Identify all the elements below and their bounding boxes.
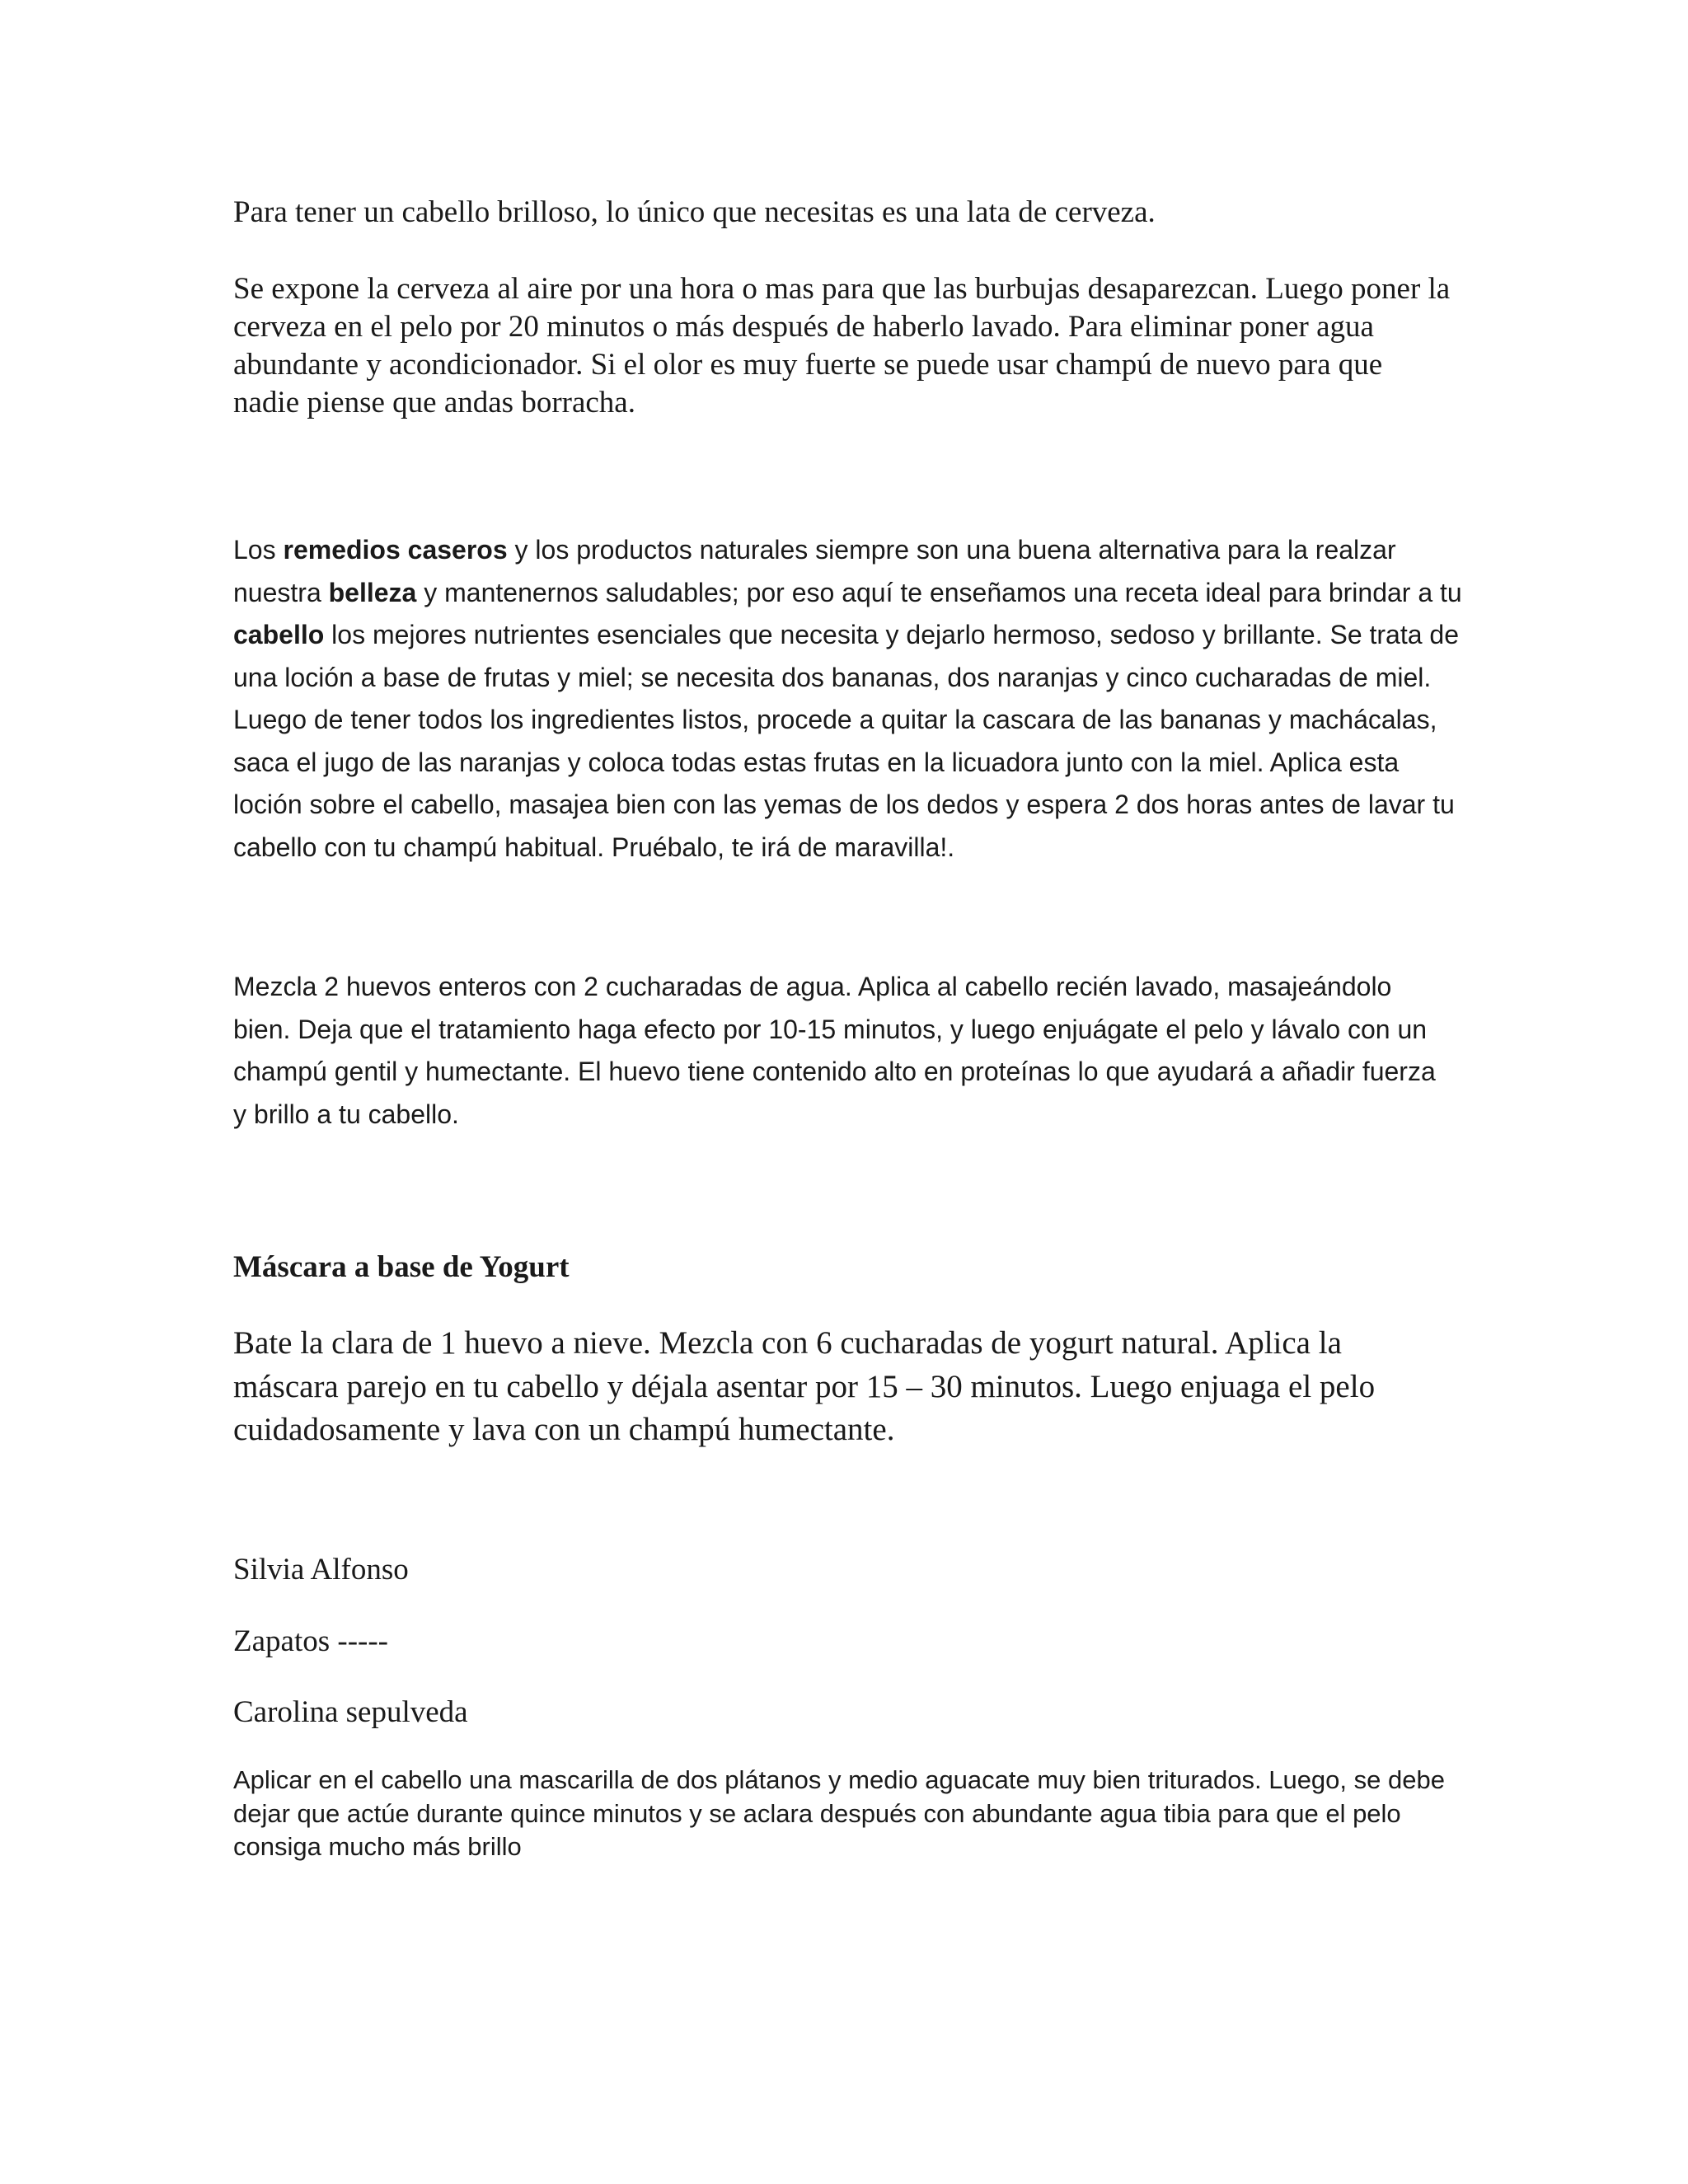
text-segment: y los productos naturales siempre son una buena alternativa para la realzar nuestra bbox=[233, 535, 1396, 607]
bold-term-remedios: remedios caseros bbox=[283, 535, 508, 565]
paragraph-beer-intro: Para tener un cabello brilloso, lo único que necesitas es una lata de cerveza. bbox=[233, 195, 1156, 229]
paragraph-fruit-lotion bbox=[233, 529, 1470, 869]
author-name-carolina: Carolina sepulveda bbox=[233, 1695, 468, 1729]
text-segment: Los bbox=[233, 535, 284, 565]
paragraph-egg-treatment: Mezcla 2 huevos enteros con 2 cucharadas de agua. Aplica al cabello recién lavado, masajeándolo bien. Deja que el tratamiento haga efecto por 10-15 minutos, y luego enjuágate el pelo y lávalo con un champú gentil y humectante. El huevo tiene contenido alto en proteínas lo que ayudará a añadir fuerza y brillo a tu cabello. bbox=[233, 972, 1436, 1129]
bold-term-belleza: belleza bbox=[328, 577, 417, 607]
paragraph-beer-instructions: Se expone la cerveza al aire por una hora o mas para que las burbujas desaparezcan. Luego poner la cerveza en el pelo por 20 minutos o más después de haberlo lavado. Para eliminar poner agua abundante y acondicionador. Si el olor es muy fuerte se puede usar champú de nuevo para que nadie piense que andas borracha. bbox=[233, 272, 1451, 419]
note-zapatos: Zapatos ----- bbox=[233, 1624, 388, 1658]
heading-yogurt-mask: Máscara a base de Yogurt bbox=[233, 1250, 570, 1284]
bold-term-cabello: cabello bbox=[233, 620, 325, 649]
paragraph-banana-avocado: Aplicar en el cabello una mascarilla de dos plátanos y medio aguacate muy bien triturados. Luego, se debe dejar que actúe durante quince minutos y se aclara después con abundante agua tibia para que el pelo consiga mucho más brillo bbox=[233, 1765, 1445, 1861]
author-name-silvia: Silvia Alfonso bbox=[233, 1553, 409, 1586]
text-segment: los mejores nutrientes esenciales que necesita y dejarlo hermoso, sedoso y brillante. Se trata de una loción a base de frutas y miel; se necesita dos bananas, dos naranjas y cinco cucharadas de miel. Luego de tener todos los ingredientes listos, procede a quitar la cascara de las bananas y machácalas, saca el jugo de las naranjas y coloca todas estas frutas en la licuadora junto con la miel. Aplica esta loción sobre el cabello, masajea bien con las yemas de los dedos y espera 2 dos horas antes de lavar tu cabello con tu champú habitual. Pruébalo, te irá de maravilla!. bbox=[233, 620, 1460, 862]
text-segment: y mantenernos saludables; por eso aquí te enseñamos una receta ideal para brindar a tu bbox=[416, 577, 1462, 607]
paragraph-yogurt-mask: Bate la clara de 1 huevo a nieve. Mezcla con 6 cucharadas de yogurt natural. Aplica la máscara parejo en tu cabello y déjala asentar por 15 – 30 minutos. Luego enjuaga el pelo cuidadosamente y lava con un champú humectante. bbox=[233, 1325, 1376, 1447]
